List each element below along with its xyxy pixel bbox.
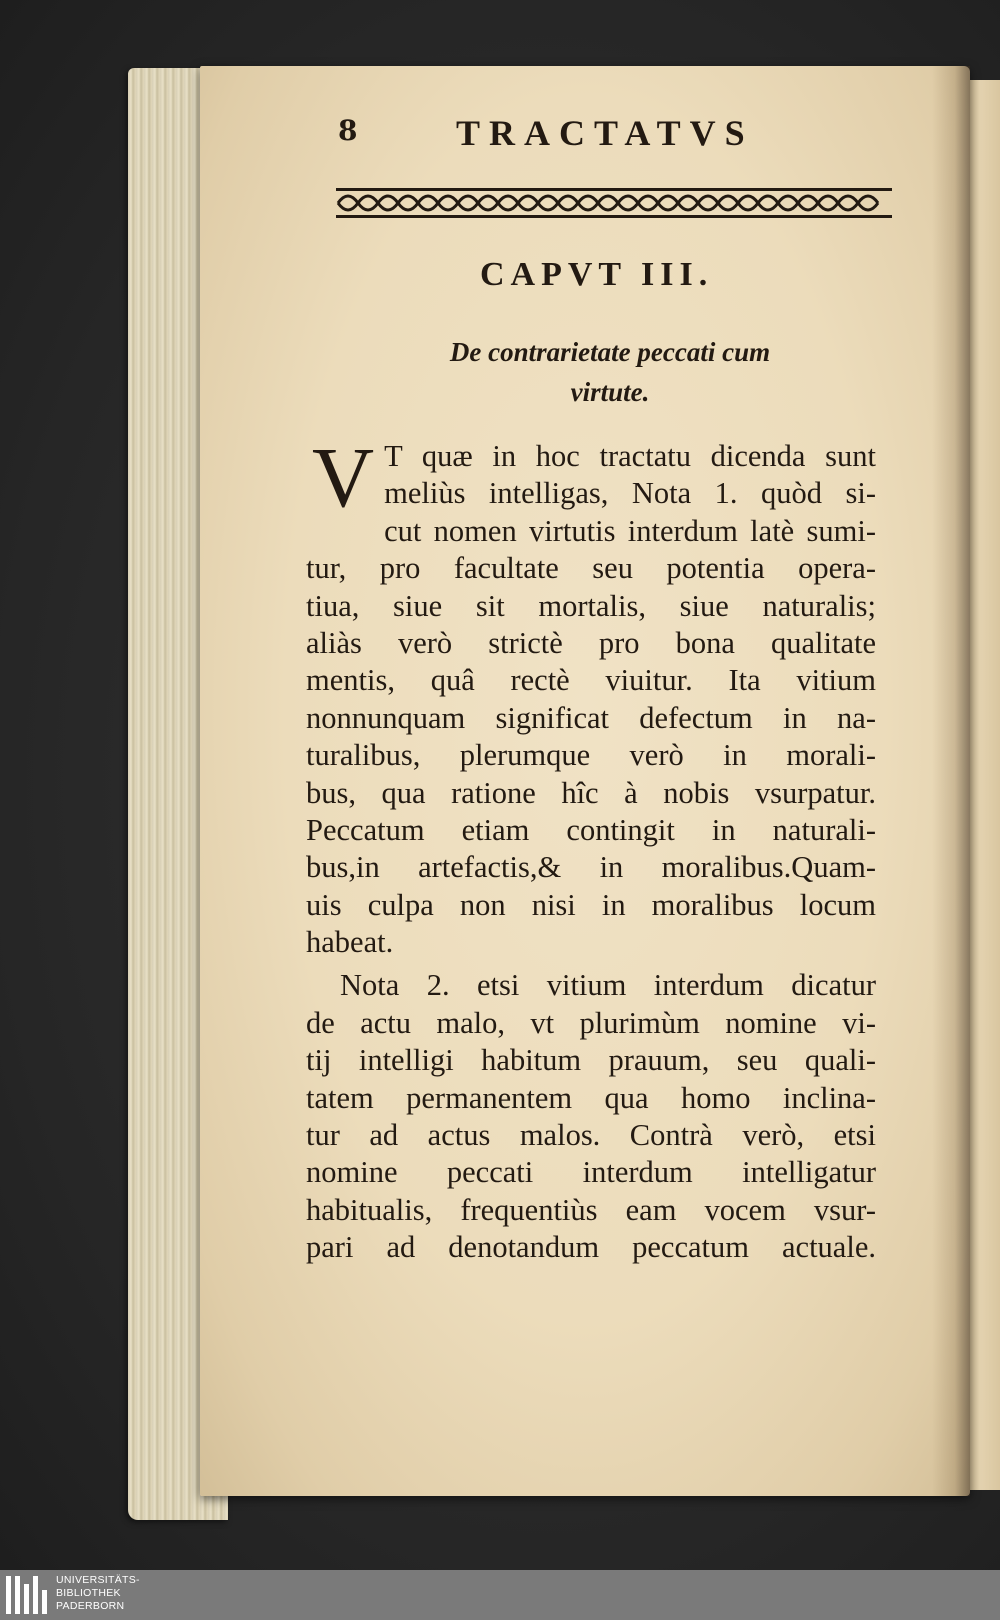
text-line: cut nomen virtutis interdum latè sumi- — [384, 513, 876, 548]
text-line: bus,in artefactis,& in moralibus.Quam- — [306, 850, 876, 885]
body-text — [306, 429, 876, 1267]
library-footer-bar — [0, 1570, 1000, 1620]
text-line: T quæ in hoc tractatu dicenda sunt — [384, 439, 876, 473]
text-line: tur ad actus malos. Contrà verò, etsi — [306, 1118, 876, 1153]
text-line: meliùs intelligas, Nota 1. quòd si- — [384, 476, 876, 511]
text-line: tur, pro facultate seu potentia opera- — [306, 551, 876, 586]
text-line: Nota 2. etsi vitium interdum dicatur — [340, 968, 876, 1003]
subtitle-line: virtute. — [570, 377, 650, 407]
text-line: nonnunquam significat defectum in na- — [306, 700, 876, 735]
subtitle-line: De contrarietate peccati cum — [449, 337, 771, 367]
text-line: tiua, siue sit mortalis, siue naturalis; — [306, 588, 876, 623]
facing-page-edge — [966, 80, 1000, 1490]
text-line: habitualis, frequentiùs eam vocem vsur- — [306, 1192, 876, 1227]
text-line: aliàs verò strictè pro bona qualitate — [306, 625, 876, 660]
library-name — [56, 1574, 140, 1613]
library-name-line: PADERBORN — [56, 1600, 125, 1612]
text-line: tatem permanentem qua homo inclina- — [306, 1080, 876, 1115]
text-line: habeat. — [306, 925, 394, 960]
page-number: 8 — [338, 114, 358, 147]
library-name-line: UNIVERSITÄTS- — [56, 1574, 140, 1586]
drop-cap: V — [312, 429, 375, 525]
chapter-subtitle — [350, 332, 870, 412]
text-line: mentis, quâ rectè viuitur. Ita vitium — [306, 663, 876, 698]
book-page — [200, 66, 970, 1496]
decorative-border-ornament — [334, 184, 894, 222]
library-logo-icon — [6, 1576, 48, 1614]
text-line: de actu malo, vt plurimùm nomine vi- — [306, 1005, 876, 1040]
text-line: pari ad denotandum peccatum actuale. — [306, 1230, 876, 1265]
running-title: TRACTATVS — [456, 113, 754, 153]
library-name-line: BIBLIOTHEK — [56, 1587, 121, 1599]
text-line: tij intelligi habitum prauum, seu quali- — [306, 1043, 876, 1078]
page-gutter-shadow — [932, 66, 970, 1496]
text-line: turalibus, plerumque verò in morali- — [306, 738, 876, 773]
text-line: Peccatum etiam contingit in naturali- — [306, 812, 876, 847]
text-line: uis culpa non nisi in moralibus locum — [306, 887, 876, 922]
text-line: nomine peccati interdum intelligatur — [306, 1155, 876, 1190]
chapter-heading: CAPVT III. — [480, 256, 714, 293]
text-line: bus, qua ratione hîc à nobis vsurpatur. — [306, 775, 876, 810]
